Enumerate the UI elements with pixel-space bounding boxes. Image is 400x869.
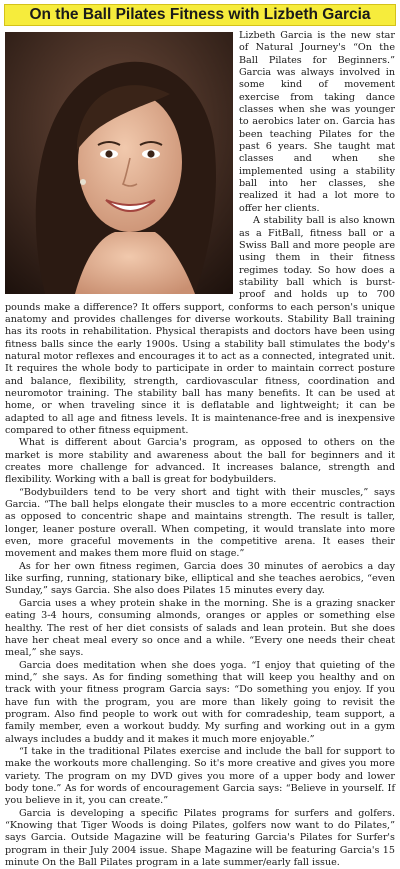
paragraph-6: Garcia uses a whey protein shake in the morning. She is a grazing snacker eating 3-4 hours, consuming almonds, oranges or apples or something else healthy. The rest of her diet consists of salads and lean protein. But she does have her cheat meal every so once and a while. “Every one needs their cheat meal,” she says. [5, 597, 395, 659]
magazine-page [0, 4, 400, 869]
paragraph-1: Lizbeth Garcia is the new star of Natural Journey's “On the Ball Pilates for Beginners.” Garcia was always involved in some kind of movement exercise from taking dance classes when she was younger to aerobics later on. Garcia has been teaching Pilates for the past 6 years. She taught mat classes and when she implemented using a stability ball into her classes, she realized it had a lot more to offer her clients. [239, 30, 395, 214]
paragraph-7: Garcia does meditation when she does yoga. “I enjoy that quieting of the mind,” she says. As for finding something that will keep you healthy and on track with your fitness program Garcia says: “Do something you enjoy. If you have fun with the program, you are more than likely going to revisit the program. Also find people to work out with for comradeship, team support, a family member, even a workout buddy. My surfing and working out in a gym always includes a buddy and it makes it much more enjoyable.” [5, 659, 395, 745]
paragraph-4: “Bodybuilders tend to be very short and tight with their muscles,” says Garcia. “The ball helps elongate their muscles to a more eccentric contraction as opposed to concentric shape and maintains strength. The result is taller, longer, leaner posture overall. When competing, it would translate into more even, more graceful movements in the competitive arena. It eases their movement and makes them more fluid on stage.” [5, 486, 395, 560]
article-title: On the Ball Pilates Fitness with Lizbeth Garcia [29, 6, 371, 23]
paragraph-2: A stability ball is also known as a FitBall, fitness ball or a Swiss Ball and more people are using them in their fitness regimes today. So how does a stability ball which is burst-proof and holds up to 700 pounds make a difference? It offers support, conforms to each person's unique anatomy and provides challenges for diverse workouts. Stability Ball training has its roots in rehabilitation. Physical therapists and doctors have been using fitness balls since the early 1900s. Using a stability ball stimulates the body's natural motor reflexes and encourages it to act as a connected, integrated unit. It requires the whole body to participate in order to maintain correct posture and balance, flexibility, strength, cardiovascular fitness, coordination and neuromotor training. The stability ball has many benefits. It can be used at home, or when traveling since it is deflatable and lightweight; it can be adapted to all age and fitness levels. It is maintenance-free and is inexpensive compared to other fitness equipment. [5, 215, 395, 436]
title-banner [4, 4, 396, 26]
paragraph-8: “I take in the traditional Pilates exercise and include the ball for support to make the workouts more challenging. So it's more creative and gives you more variety. The program on my DVD gives you more of a upper body and lower body tone.” As for words of encouragement Garcia says: “Believe in yourself. If you believe in it, you can create.” [5, 745, 395, 807]
paragraph-5: As for her own fitness regimen, Garcia does 30 minutes of aerobics a day like surfing, running, stationary bike, elliptical and she teaches aerobics, “even Sunday,” says Garcia. She also does Pilates 15 minutes every day. [5, 560, 395, 597]
article-body [0, 26, 400, 869]
paragraph-9: Garcia is developing a specific Pilates programs for surfers and golfers. “Knowing that Tiger Woods is doing Pilates, golfers now want to do Pilates,” says Garcia. Outside Magazine will be featuring Garcia's Pilates for Surfer's program in their July 2004 issue. Shape Magazine will be featuring Garcia's 15 minute On the Ball Pilates program in a late summer/early fall issue. [5, 807, 395, 869]
woman-portrait-icon [5, 32, 233, 294]
paragraph-3: What is different about Garcia's program, as opposed to others on the market is more stability and awareness about the ball for beginners and it creates more challenge for advanced. It increases balance, strength and flexibility. Working with a ball is great for bodybuilders. [5, 437, 395, 486]
